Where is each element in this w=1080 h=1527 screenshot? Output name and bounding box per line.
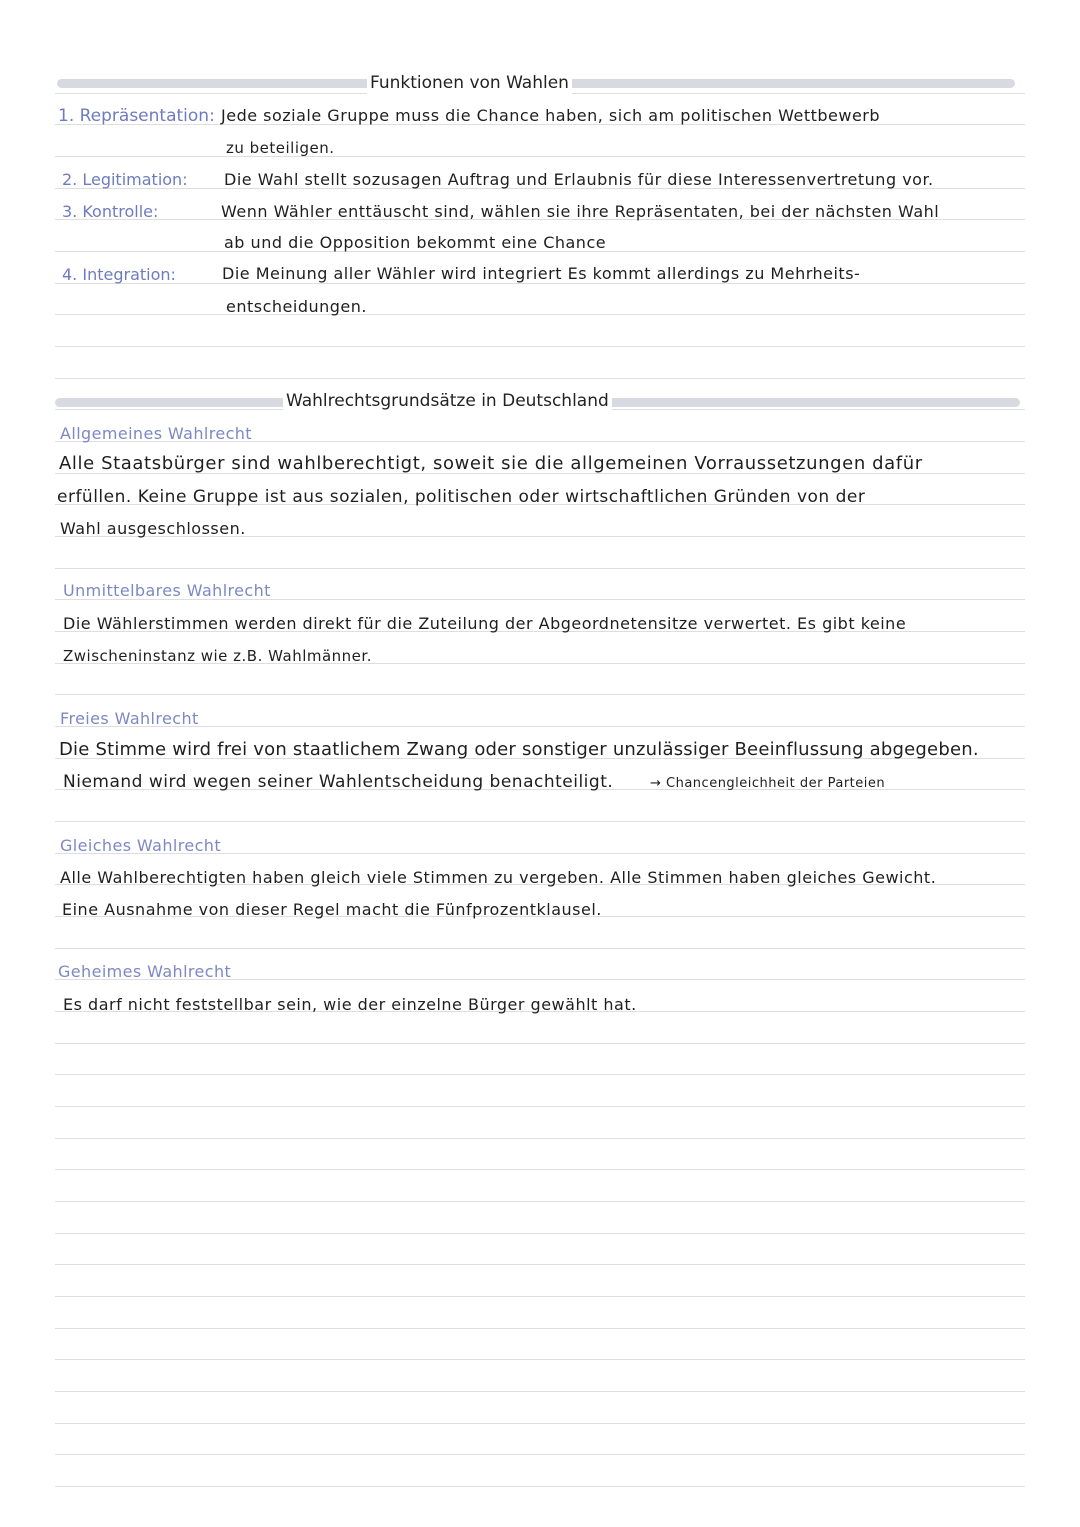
principle-heading-frei: Freies Wahlrecht (60, 709, 199, 728)
principle-text-geheim-1: Es darf nicht feststellbar sein, wie der einzelne Bürger gewählt hat. (63, 995, 637, 1014)
section2-title: Wahlrechtsgrundsätze in Deutschland (283, 389, 612, 413)
label-kontrolle: 3. Kontrolle: (62, 202, 159, 221)
principle-text-unmittelbar-1: Die Wählerstimmen werden direkt für die Zuteilung der Abgeordnetensitze verwertet. Es gibt keine (63, 614, 907, 633)
text-integration-2: entscheidungen. (226, 297, 367, 316)
text-repraesentation-1: Jede soziale Gruppe muss die Chance haben, sich am politischen Wettbewerb (221, 106, 881, 125)
principle-text-gleich-2: Eine Ausnahme von dieser Regel macht die Fünfprozentklausel. (62, 900, 602, 919)
label-integration: 4. Integration: (62, 265, 176, 284)
text-integration-1: Die Meinung aller Wähler wird integriert Es kommt allerdings zu Mehrheits- (222, 264, 861, 283)
text-legitimation-1: Die Wahl stellt sozusagen Auftrag und Erlaubnis für diese Interessenvertretung vor. (224, 170, 934, 189)
label-legitimation: 2. Legitimation: (62, 170, 188, 189)
section1-title: Funktionen von Wahlen (367, 71, 572, 95)
text-kontrolle-1: Wenn Wähler enttäuscht sind, wählen sie ihre Repräsentaten, bei der nächsten Wahl (221, 202, 940, 221)
principle-text-frei-2: Niemand wird wegen seiner Wahlentscheidung benachteiligt. (63, 772, 614, 792)
principle-text-frei-1: Die Stimme wird frei von staatlichem Zwang oder sonstiger unzulässiger Beeinflussung abgegeben. (59, 739, 979, 760)
principle-text-unmittelbar-2: Zwischeninstanz wie z.B. Wahlmänner. (63, 647, 372, 665)
label-repraesentation: 1. Repräsentation: (58, 106, 215, 126)
principle-note-frei: → Chancengleichheit der Parteien (650, 776, 886, 791)
principle-text-allgemein-2: erfüllen. Keine Gruppe ist aus sozialen, politischen oder wirtschaftlichen Gründen von der (57, 487, 866, 507)
principle-text-gleich-1: Alle Wahlberechtigten haben gleich viele Stimmen zu vergeben. Alle Stimmen haben gleiches Gewicht. (60, 868, 937, 887)
principle-text-allgemein-3: Wahl ausgeschlossen. (60, 519, 246, 538)
principle-text-allgemein-1: Alle Staatsbürger sind wahlberechtigt, soweit sie die allgemeinen Vorraussetzungen dafür (59, 453, 923, 474)
principle-heading-gleich: Gleiches Wahlrecht (60, 836, 222, 855)
principle-heading-unmittelbar: Unmittelbares Wahlrecht (63, 581, 271, 600)
text-repraesentation-2: zu beteiligen. (226, 139, 335, 157)
principle-heading-geheim: Geheimes Wahlrecht (58, 962, 232, 981)
principle-heading-allgemein: Allgemeines Wahlrecht (60, 424, 252, 443)
text-kontrolle-2: ab und die Opposition bekommt eine Chance (224, 233, 607, 252)
